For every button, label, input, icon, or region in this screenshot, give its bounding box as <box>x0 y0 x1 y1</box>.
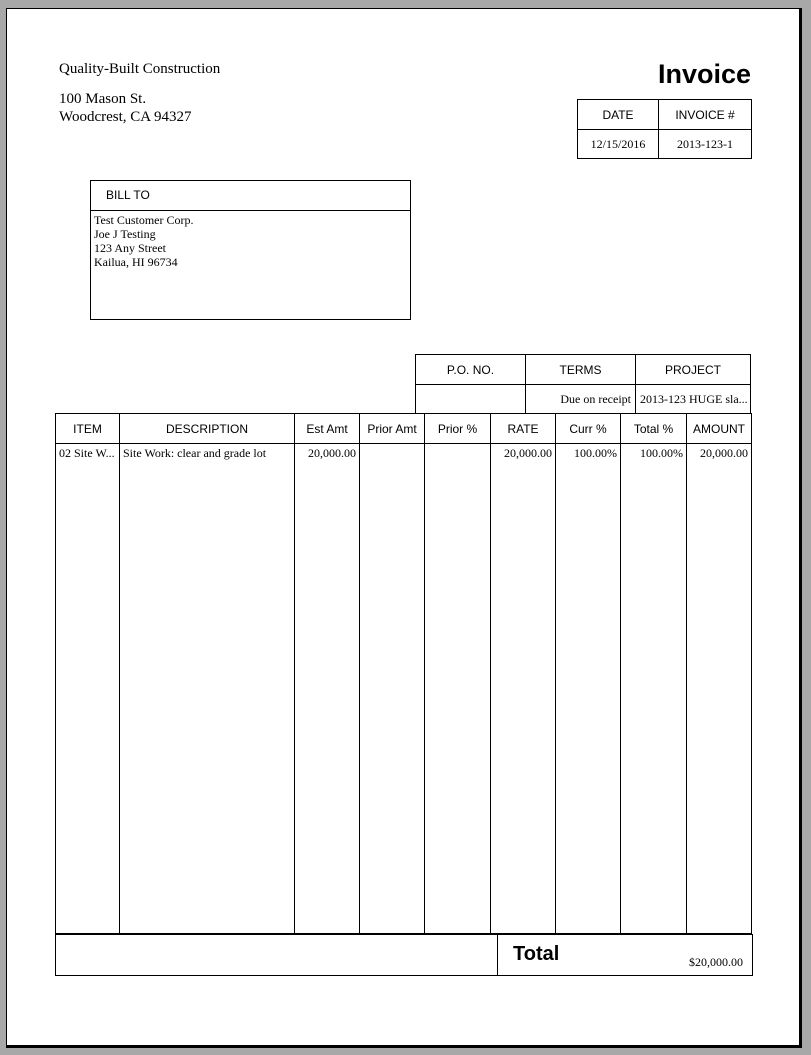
description-header: DESCRIPTION <box>120 414 295 444</box>
total-pct-header: Total % <box>621 414 687 444</box>
est-amt-header: Est Amt <box>295 414 360 444</box>
bill-to-header: BILL TO <box>91 181 410 211</box>
line-items-table <box>55 413 752 934</box>
prior-amt-header: Prior Amt <box>360 414 425 444</box>
invoice-date: 12/15/2016 <box>578 130 659 159</box>
est-amt-cell: 20,000.00 <box>308 446 356 460</box>
curr-pct-header: Curr % <box>556 414 621 444</box>
item-header: ITEM <box>56 414 120 444</box>
project-value: 2013-123 HUGE sla... <box>636 385 751 414</box>
total-box <box>497 935 753 975</box>
company-address-line2: Woodcrest, CA 94327 <box>59 109 192 125</box>
total-row <box>55 934 753 976</box>
bill-to-line: Test Customer Corp. <box>94 213 194 227</box>
project-header: PROJECT <box>636 355 751 385</box>
description-cell: Site Work: clear and grade lot <box>123 446 267 460</box>
terms-header: TERMS <box>526 355 636 385</box>
invoice-number-header: INVOICE # <box>659 100 752 130</box>
amount-cell: 20,000.00 <box>700 446 748 460</box>
invoice-title: Invoice <box>657 59 751 89</box>
bill-to-box <box>90 180 411 320</box>
bill-to-address <box>91 211 410 271</box>
amount-header: AMOUNT <box>687 414 752 444</box>
total-pct-cell: 100.00% <box>640 446 683 460</box>
po-number-value <box>416 385 526 414</box>
po-number-header: P.O. NO. <box>416 355 526 385</box>
company-name: Quality-Built Construction <box>59 61 221 77</box>
total-amount: $20,000.00 <box>689 955 743 969</box>
rate-cell: 20,000.00 <box>504 446 552 460</box>
company-address-line1: 100 Mason St. <box>59 91 147 107</box>
bill-to-line: Joe J Testing <box>94 227 156 241</box>
invoice-number: 2013-123-1 <box>659 130 752 159</box>
project-info-table <box>415 354 751 414</box>
total-label: Total <box>513 943 560 965</box>
terms-value: Due on receipt <box>526 385 636 414</box>
item-cell: 02 Site W... <box>59 446 115 460</box>
prior-pct-header: Prior % <box>425 414 491 444</box>
bill-to-line: 123 Any Street <box>94 241 166 255</box>
table-row <box>56 444 752 934</box>
bill-to-line: Kailua, HI 96734 <box>94 255 178 269</box>
invoice-page <box>6 8 802 1048</box>
invoice-meta-table <box>577 99 752 159</box>
curr-pct-cell: 100.00% <box>574 446 617 460</box>
rate-header: RATE <box>491 414 556 444</box>
date-header: DATE <box>578 100 659 130</box>
